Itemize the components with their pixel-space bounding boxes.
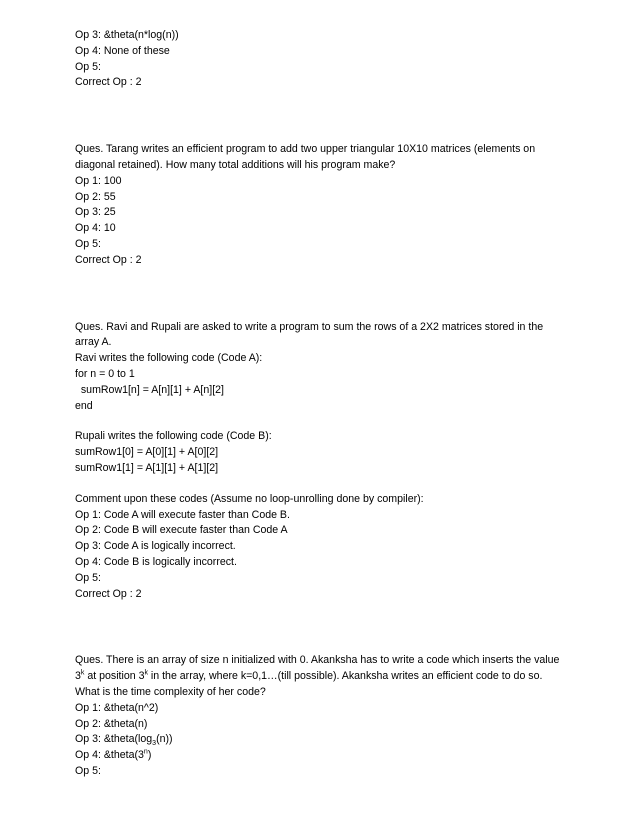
- text-span: at position 3: [84, 670, 145, 683]
- question-text: Ques. Tarang writes an efficient program to add two upper triangular 10X10 matrices (elements on diagonal retained). How many total additions will his program make?: [75, 143, 536, 171]
- code-a-line: sumRow1[n] = A[n][1] + A[n][2]: [75, 383, 224, 396]
- option-5: Op 5:: [75, 764, 101, 777]
- spacer: [75, 414, 555, 429]
- document-content: [75, 28, 560, 780]
- option-1: Op 1: Code A will execute faster than Code B.: [75, 508, 290, 521]
- code-b-intro: Rupali writes the following code (Code B):: [75, 430, 272, 443]
- correct-option: Correct Op : 2: [75, 76, 142, 89]
- superscript: k: [80, 669, 85, 677]
- spacer: [75, 91, 555, 142]
- question-1: [75, 142, 555, 268]
- option-3: Op 3: 25: [75, 206, 116, 219]
- correct-option: Correct Op : 2: [75, 587, 142, 600]
- option-2: Op 2: 55: [75, 190, 116, 203]
- option-2: Op 2: &theta(n): [75, 717, 148, 730]
- option-4: Op 4: 10: [75, 222, 116, 235]
- option-3: [75, 732, 555, 748]
- text-span: in the array, where k=0,1…(till possible). Akanksha writes an efficient code to do so.: [147, 670, 543, 683]
- comment-prompt: Comment upon these codes (Assume no loop-unrolling done by compiler):: [75, 492, 424, 505]
- code-a-line: end: [75, 399, 93, 412]
- text-span: Op 4: &theta(3: [75, 749, 144, 762]
- option-5: Op 5:: [75, 237, 101, 250]
- option-5: Op 5:: [75, 60, 101, 73]
- option-1: Op 1: &theta(n^2): [75, 701, 159, 714]
- option-4: Op 4: None of these: [75, 44, 170, 57]
- text-span: Op 3: &theta(log: [75, 733, 153, 746]
- spacer: [75, 477, 555, 492]
- code-a-intro: Ravi writes the following code (Code A):: [75, 352, 263, 365]
- option-2: Op 2: Code B will execute faster than Code A: [75, 524, 288, 537]
- question-text-line: What is the time complexity of her code?: [75, 685, 266, 698]
- superscript: k: [144, 669, 148, 677]
- text-span: 3: [75, 670, 81, 683]
- text-span: ): [147, 749, 152, 762]
- code-b-line: sumRow1[0] = A[0][1] + A[0][2]: [75, 446, 219, 459]
- option-3: Op 3: Code A is logically incorrect.: [75, 540, 236, 553]
- option-5: Op 5:: [75, 571, 101, 584]
- text-span: (n)): [156, 733, 173, 746]
- question-text-line: Ques. There is an array of size n initialized with 0. Akanksha has to write a code which inserts the value: [75, 654, 560, 667]
- option-3: Op 3: &theta(n*log(n)): [75, 29, 179, 41]
- question-text-line: [75, 669, 555, 685]
- superscript: n: [143, 748, 148, 756]
- question-2: [75, 320, 555, 603]
- correct-option: Correct Op : 2: [75, 253, 142, 266]
- subscript: 3: [152, 740, 157, 748]
- spacer: [75, 602, 555, 653]
- option-4: Op 4: Code B is logically incorrect.: [75, 555, 237, 568]
- spacer: [75, 269, 555, 320]
- option-4: [75, 748, 555, 764]
- question-3: [75, 653, 560, 779]
- question-0-options: [75, 28, 555, 91]
- question-text: Ques. Ravi and Rupali are asked to write a program to sum the rows of a 2X2 matrices stored in the array A.: [75, 320, 544, 349]
- option-1: Op 1: 100: [75, 174, 122, 187]
- code-a-line: for n = 0 to 1: [75, 367, 135, 380]
- code-b-line: sumRow1[1] = A[1][1] + A[1][2]: [75, 461, 219, 474]
